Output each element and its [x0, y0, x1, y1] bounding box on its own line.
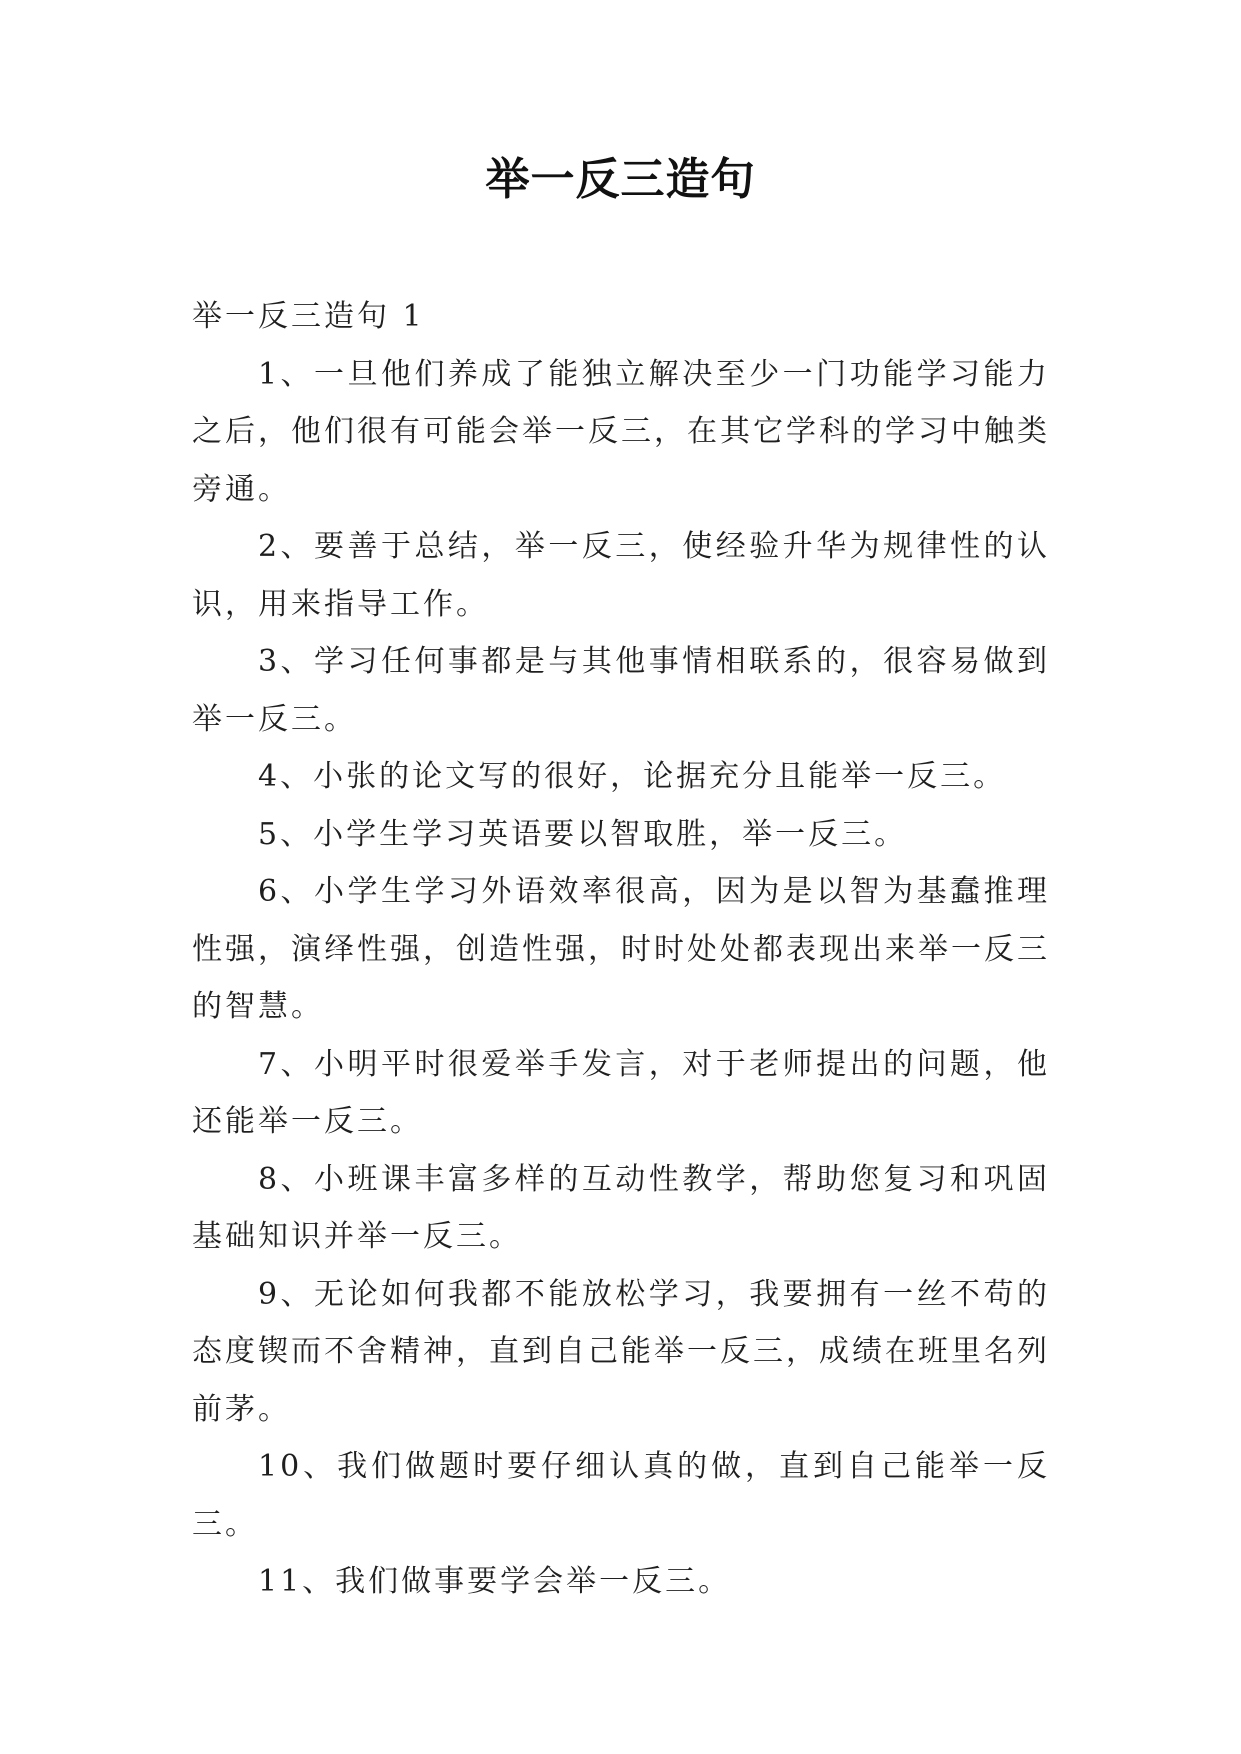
document-body	[192, 288, 1050, 1611]
sentence-9: 9、无论如何我都不能放松学习，我要拥有一丝不苟的态度锲而不舍精神，直到自己能举一反三，成绩在班里名列前茅。	[192, 1276, 1050, 1427]
sentence-3: 3、学习任何事都是与其他事情相联系的，很容易做到举一反三。	[192, 644, 1050, 737]
sentence-10: 10、我们做题时要仔细认真的做，直到自己能举一反三。	[192, 1449, 1050, 1542]
sentence-8: 8、小班课丰富多样的互动性教学，帮助您复习和巩固基础知识并举一反三。	[192, 1161, 1050, 1254]
document-title: 举一反三造句	[485, 154, 756, 205]
sentence-5: 5、小学生学习英语要以智取胜，举一反三。	[258, 816, 908, 852]
sentence-6: 6、小学生学习外语效率很高，因为是以智为基蠢推理性强，演绎性强，创造性强，时时处处都表现出来举一反三的智慧。	[192, 874, 1050, 1024]
section-heading: 举一反三造句 1	[192, 299, 425, 334]
sentence-4: 4、小张的论文写的很好，论据充分且能举一反三。	[258, 759, 1007, 794]
sentence-7: 7、小明平时很爱举手发言，对于老师提出的问题，他还能举一反三。	[192, 1046, 1050, 1139]
sentence-2: 2、要善于总结，举一反三，使经验升华为规律性的认识，用来指导工作。	[192, 529, 1050, 622]
sentence-11: 11、我们做事要学会举一反三。	[258, 1564, 732, 1599]
sentence-1: 1、一旦他们养成了能独立解决至少一门功能学习能力之后，他们很有可能会举一反三，在其它学科的学习中触类旁通。	[192, 356, 1050, 507]
